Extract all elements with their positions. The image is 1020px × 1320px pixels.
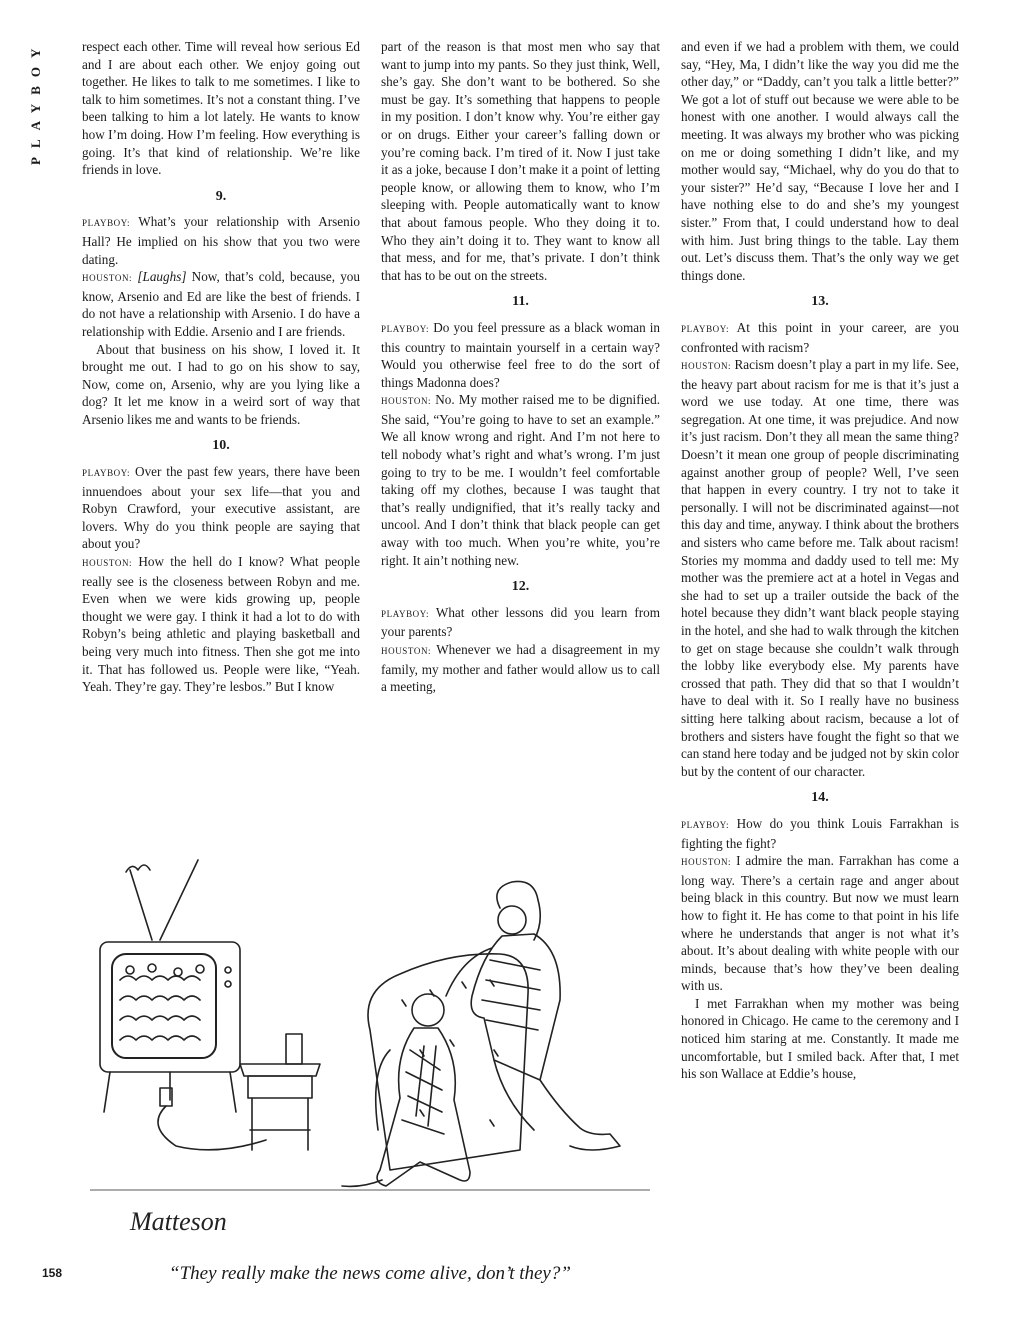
brand-label: PLAYBOY	[28, 40, 43, 166]
stage-direction: [Laughs]	[137, 269, 187, 285]
answer	[82, 268, 360, 340]
speaker-label: PLAYBOY:	[381, 323, 430, 334]
section-number: 10.	[212, 438, 230, 454]
answer-text: I admire the man. Farrakhan has come a long way. There’s a certain rage and anger about being black in this country. But now we must learn how to fight it. He has come to that point in his life where he understands that anger is not what it’s about. It’s about dealing with white people with our minds, because that’s how they’ve been dealing with us.	[681, 853, 959, 994]
section-number: 9.	[215, 188, 227, 204]
section-number: 13.	[811, 294, 829, 310]
speaker-label: PLAYBOY:	[82, 218, 131, 229]
question-text: How do you think Louis Farrakhan is fighting the fight?	[681, 815, 959, 851]
answer	[381, 641, 660, 696]
paragraph: part of the reason is that most men who say that want to jump into my pants. So they just think, Well, she’s gay. She don’t want to be bothered. So she must be gay. It’s something that happens to people in my position. I don’t know why. You’re either gay or on drugs. Either your career’s falling down or you’re coming back. I’m tired of it. Now I just take it as a joke, because I don’t make it a point of letting people know, or allowing them to know, who I’m sleeping with. People automatically want to know that about famous people. Who they doing it to. Who they ain’t doing it to. They want to know all that mess, and for me, that’s private. I don’t think that has to be out on the streets.	[381, 39, 660, 283]
question	[681, 815, 959, 852]
paragraph: About that business on his show, I loved it. It brought me out. I had to go on his show to say, Now, come on, Arsenio, why are you lying like a dog? It let me know in a weird sort of way that Arsenio likes me and wants to be friends.	[82, 341, 360, 427]
text-column-1	[82, 38, 360, 696]
answer	[681, 356, 959, 780]
page-number: 158	[42, 1266, 63, 1280]
antenna-left-icon	[130, 870, 152, 940]
armchair-icon	[368, 954, 528, 1170]
section-number: 14.	[811, 790, 829, 806]
man-head-icon	[412, 994, 444, 1026]
speaker-label: PLAYBOY:	[681, 323, 730, 334]
sidebar-brand	[28, 40, 44, 230]
question-text: What other lessons did you learn from your parents?	[381, 604, 660, 640]
question	[82, 463, 360, 553]
answer	[82, 553, 360, 696]
paragraph: and even if we had a problem with them, we could say, “Hey, Ma, I didn’t like the way you did me the other day,” or “Daddy, can’t you talk a little better?” We got a lot of stuff out because we were able to be honest with one another. I would always call the meeting. It was always my brother who was picking on me or doing something I didn’t like, and my mother would say, “Michael, why do you do that to your sister?” He’d say, “Because I love her and I have nothing else to do and she’s my youngest sister.” From that, I could understand how to deal with him. Just bring things to the table. Lay them out. Let’s discuss them. That’s the only way we get things done.	[681, 39, 959, 283]
answer-text: Now, that’s cold, because, you know, Arsenio and Ed are like the best of friends. I do not have a relationship with Arsenio. I do have a relationship with Eddie. Arsenio and I are friends.	[82, 269, 360, 339]
antenna-right-icon	[160, 860, 198, 940]
woman-head-icon	[498, 906, 526, 934]
paragraph: respect each other. Time will reveal how serious Ed and I are about each other. We enjoy going out together. He likes to talk to me sometimes. I like to talk to him sometimes. It’s not a constant thing. I’ve been talking to him a lot lately. He wants to know how I’m doing. How I’m feeling. How everything is going. It’s that kind of relationship. We’re like friends in love.	[82, 39, 360, 178]
text-column-3	[681, 38, 959, 1083]
speaker-label: HOUSTON:	[681, 857, 732, 868]
speaker-label: HOUSTON:	[82, 558, 133, 569]
question	[381, 604, 660, 641]
woman-body-icon	[471, 934, 560, 1080]
question	[681, 319, 959, 356]
cartoon-caption: “They really make the news come alive, don’t they?”	[169, 1263, 571, 1284]
answer-text: Whenever we had a disagreement in my family, my mother and father would allow us to call a meeting,	[381, 642, 660, 695]
question	[381, 319, 660, 391]
end-table-icon	[240, 1064, 320, 1076]
question-text: Over the past few years, there have been innuendoes about your sex life—that you and Robyn Crawford, your executive assistant, are lovers. Why do you think people are saying that about you?	[82, 464, 361, 552]
speaker-label: HOUSTON:	[82, 273, 133, 284]
tv-cabinet-icon	[100, 942, 240, 1072]
section-number: 12.	[511, 579, 530, 595]
section-number: 11.	[512, 294, 529, 310]
paragraph: I met Farrakhan when my mother was being honored in Chicago. He came to the ceremony and I noticed him staring at me. Constantly. It made me uncomfortable, but I smiled back. After that, I met his son Wallace at Eddie’s house,	[681, 995, 959, 1082]
answer-text: No. My mother raised me to be dignified. She said, “You’re going to have to set an example.” We all know wrong and right. And I’m not here to tell nobody what’s right and what’s wrong. I’m just going to try to be me. I wouldn’t feel comfortable taking off my clothes, because I was taught that that’s really undignified, that it’s really tacky and uncool. And I don’t think that black people can get away with too much. When you’re white, you’re right. It ain’t nothing new.	[381, 392, 660, 568]
question-text: At this point in your career, are you confronted with racism?	[681, 319, 959, 355]
question-text: What’s your relationship with Arsenio Hall? He implied on his show that you two were dating.	[82, 214, 360, 267]
answer-text: How the hell do I know? What people really see is the closeness between Robyn and me. Even when we were kids growing up, people thought we were gay. I think it had a lot to do with Robyn’s being athletic and playing basketball and being very much into fitness. Then she got me into it. That has followed us. People were like, “Yeah. Yeah. They’re gay. They’re lesbos.” But I know	[82, 554, 360, 695]
artist-signature: Matteson	[130, 1207, 227, 1236]
speaker-label: PLAYBOY:	[681, 819, 730, 830]
answer	[681, 852, 959, 995]
speaker-label: PLAYBOY:	[82, 468, 131, 479]
question	[82, 213, 360, 268]
tv-screen-icon	[112, 954, 216, 1058]
speaker-label: HOUSTON:	[381, 646, 432, 656]
cartoon-illustration	[90, 850, 650, 1250]
speaker-label: HOUSTON:	[381, 396, 432, 407]
answer	[381, 391, 660, 569]
cup-icon	[286, 1034, 302, 1064]
speaker-label: HOUSTON:	[681, 361, 732, 372]
text-column-2	[381, 38, 660, 696]
speaker-label: PLAYBOY:	[381, 608, 430, 619]
question-text: Do you feel pressure as a black woman in this country to maintain yourself in a certain way? Would you otherwise feel free to do the sort of things Madonna does?	[381, 319, 661, 390]
answer-text: Racism doesn’t play a part in my life. See, the heavy part about racism for me is that it’s just a word we use today. At one time, there was segregation. At one time, it was prejudice. And now it’s just racism. Don’t they all mean the same thing? Doesn’t it mean one group of people discriminating against another group of people? Well, I’ve seen that happen in every country. I try not to take it personally. I will not be discriminated against—not this day and time, anyway. I think about the brothers and sisters who came before me. Talk about racism! Stories my momma and daddy used to tell me: My mother was the premiere act at a hotel in Vegas and she had to set up a trailer outside the back of the hotel because they didn’t want black people staying in the hotel, and she had to walk through the kitchen to get on stage because she couldn’t walk through the lobby like everybody else. My parents have crossed that path. They did that so that I wouldn’t have to deal with it. So I really have no business sitting here talking about racism, because a lot of brothers and sisters have fought the fight so that we can stand here today and be judged not by skin color but by the content of our character.	[681, 357, 959, 779]
